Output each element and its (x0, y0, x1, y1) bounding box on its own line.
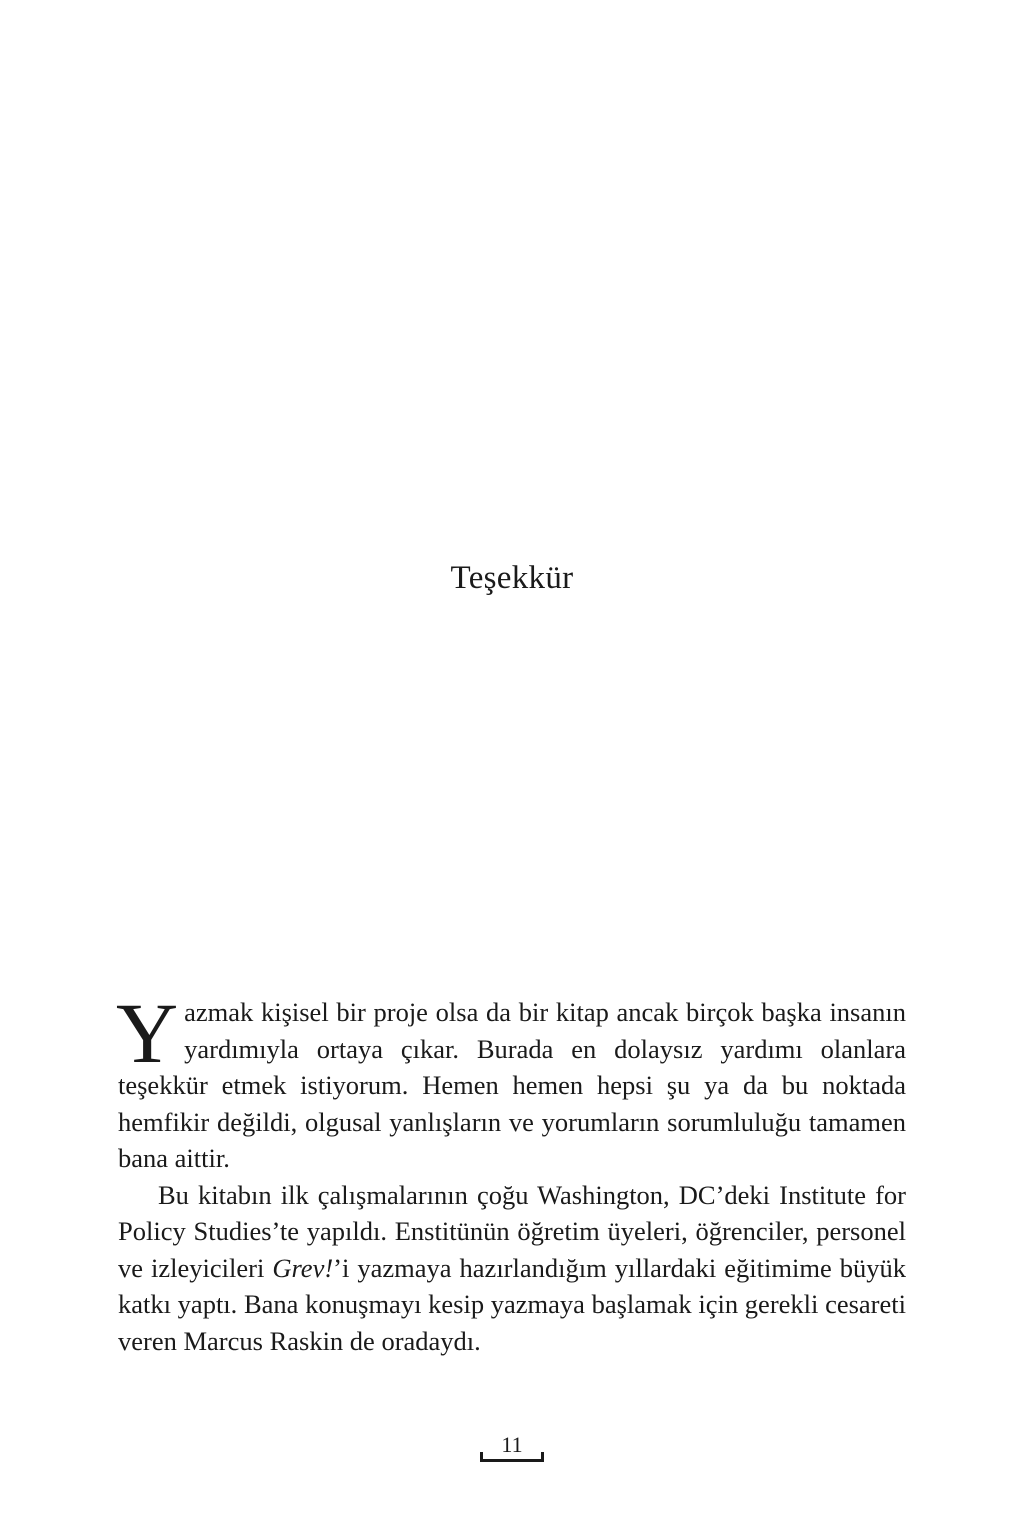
body-text (116, 985, 906, 1359)
paragraph-2-text-end: ’i yazmaya hazırlandığım yıllardaki eğitimime büyük katkı yaptı. Bana konuşmayı kesip yazmaya başlamak için gerekli cesareti veren Marcus Raskin de oradaydı. (118, 1252, 906, 1356)
paragraph-1 (116, 985, 906, 1177)
folio-rule (480, 1459, 544, 1462)
page-number: 11 (501, 1432, 523, 1457)
chapter-title: Teşekkür (450, 560, 574, 596)
paragraph-2-text-start: Bu kitabın ilk çalışmalarının çoğu Washington, DC’deki Institute for Policy Studies’te yapıldı. Enstitünün öğretim üyeleri, öğrenciler, personel ve izleyicileri (118, 1179, 906, 1283)
paragraph-1-text: azmak kişisel bir proje olsa da bir kitap ancak birçok başka insanın yardımıyla ortaya çıkar. Burada en dolaysız yardımı olanlara teşekkür etmek istiyorum. Hemen hemen hepsi şu ya da bu noktada hemfikir değildi, olgusal yanlışların ve yorumların sorumluluğu tamamen bana aittir. (118, 997, 906, 1173)
book-title-italic: Grev! (272, 1252, 334, 1283)
folio-bracket-right (541, 1452, 544, 1462)
page-number-folio (476, 1432, 548, 1464)
drop-cap: Y (116, 985, 179, 1081)
paragraph-2 (118, 1177, 906, 1360)
